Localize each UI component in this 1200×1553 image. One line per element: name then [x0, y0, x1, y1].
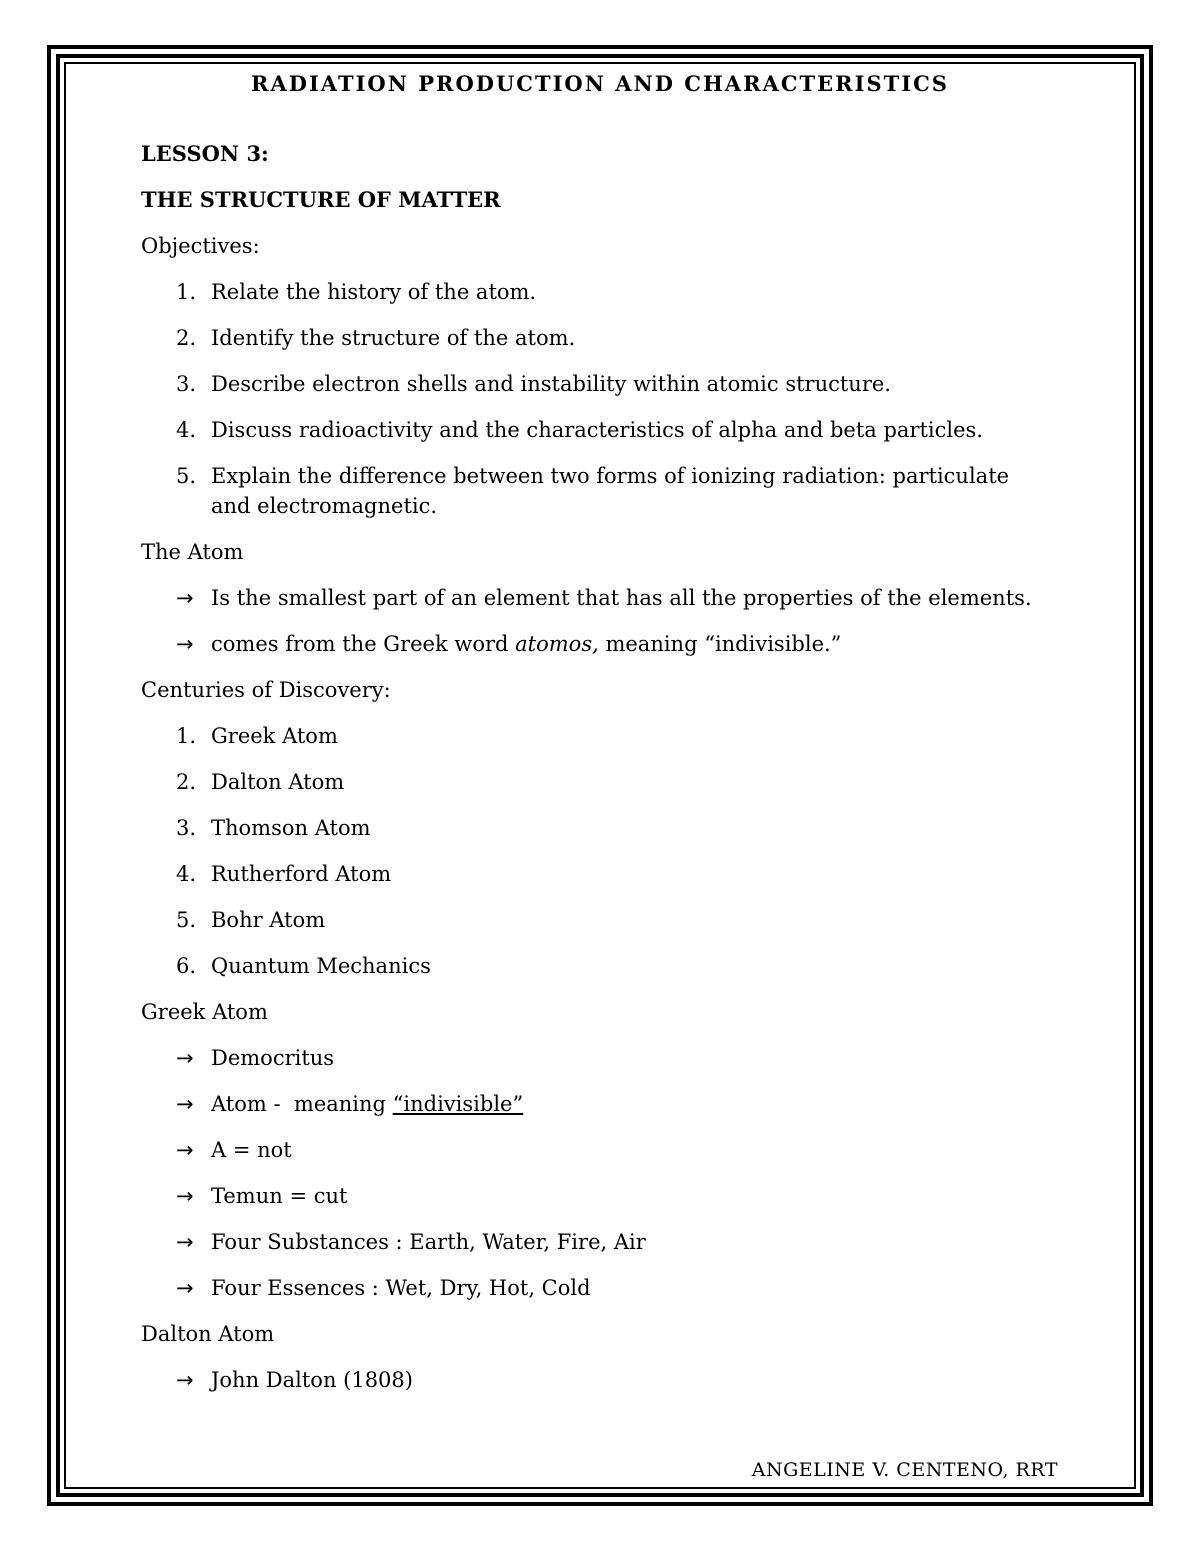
- dalton-point: [141, 1365, 1041, 1411]
- arrow-right-icon: →: [176, 1092, 194, 1116]
- dalton-atom-heading: Dalton Atom: [141, 1322, 275, 1346]
- objective-item: [141, 277, 1041, 323]
- discovery-item: [141, 813, 1041, 859]
- greek-point: [141, 1273, 1041, 1319]
- discovery-item: [141, 767, 1041, 813]
- arrow-right-icon: →: [176, 1138, 194, 1162]
- greek-point: [141, 1135, 1041, 1181]
- arrow-right-icon: →: [176, 586, 194, 610]
- objective-number: 4.: [176, 418, 197, 442]
- document-title: RADIATION PRODUCTION AND CHARACTERISTICS: [251, 71, 949, 96]
- discovery-item: [141, 905, 1041, 951]
- objective-item: [141, 369, 1041, 415]
- lesson-subtitle: THE STRUCTURE OF MATTER: [141, 187, 501, 212]
- atom-point-text: Is the smallest part of an element that has all the properties of the elements.: [211, 586, 1032, 610]
- greek-point-text: Temun = cut: [211, 1184, 348, 1208]
- greek-point: [141, 1043, 1041, 1089]
- discovery-text: Greek Atom: [211, 724, 338, 748]
- objective-item: [141, 323, 1041, 369]
- objective-number: 1.: [176, 280, 197, 304]
- discovery-number: 1.: [176, 724, 197, 748]
- arrow-right-icon: →: [176, 1046, 194, 1070]
- discovery-heading: Centuries of Discovery:: [141, 678, 391, 702]
- discovery-number: 2.: [176, 770, 197, 794]
- greek-point-text: Four Substances : Earth, Water, Fire, Air: [211, 1230, 646, 1254]
- greek-point-text: A = not: [211, 1138, 292, 1162]
- atom-heading: The Atom: [141, 540, 244, 564]
- author-footer: ANGELINE V. CENTENO, RRT: [751, 1459, 1058, 1481]
- atom-point-text: meaning “indivisible.”: [598, 632, 842, 656]
- objective-text: Relate the history of the atom.: [211, 280, 537, 304]
- atom-point: [141, 583, 1041, 629]
- discovery-number: 3.: [176, 816, 197, 840]
- dalton-point-text: John Dalton (1808): [211, 1368, 413, 1392]
- arrow-right-icon: →: [176, 1184, 194, 1208]
- atom-point-text: comes from the Greek word: [211, 632, 516, 656]
- greek-point-text: Democritus: [211, 1046, 335, 1070]
- objective-number: 5.: [176, 464, 197, 488]
- greek-point-text: Atom - meaning: [211, 1092, 393, 1116]
- arrow-right-icon: →: [176, 632, 194, 656]
- objective-text: Identify the structure of the atom.: [211, 326, 576, 350]
- objective-text: Describe electron shells and instability within atomic structure.: [211, 372, 891, 396]
- objective-item: [141, 415, 1041, 461]
- discovery-text: Dalton Atom: [211, 770, 345, 794]
- objectives-heading: Objectives:: [141, 234, 260, 258]
- discovery-text: Quantum Mechanics: [211, 954, 431, 978]
- greek-atom-heading: Greek Atom: [141, 1000, 268, 1024]
- discovery-number: 5.: [176, 908, 197, 932]
- objective-number: 3.: [176, 372, 197, 396]
- discovery-item: [141, 859, 1041, 905]
- atom-point: [141, 629, 1041, 675]
- discovery-text: Rutherford Atom: [211, 862, 392, 886]
- arrow-right-icon: →: [176, 1368, 194, 1392]
- atomos-term: atomos,: [515, 632, 599, 656]
- objective-text: Explain the difference between two forms of ionizing radiation: particulate and electromagnetic.: [211, 464, 1010, 518]
- arrow-right-icon: →: [176, 1276, 194, 1300]
- discovery-number: 4.: [176, 862, 197, 886]
- greek-point: [141, 1089, 1041, 1135]
- greek-point-text: Four Essences : Wet, Dry, Hot, Cold: [211, 1276, 591, 1300]
- discovery-number: 6.: [176, 954, 197, 978]
- discovery-item: [141, 721, 1041, 767]
- greek-point: [141, 1181, 1041, 1227]
- discovery-text: Bohr Atom: [211, 908, 326, 932]
- objective-number: 2.: [176, 326, 197, 350]
- indivisible-term: “indivisible”: [392, 1092, 524, 1116]
- arrow-right-icon: →: [176, 1230, 194, 1254]
- objective-item: [141, 461, 1041, 537]
- discovery-item: [141, 951, 1041, 997]
- greek-point: [141, 1227, 1041, 1273]
- objective-text: Discuss radioactivity and the characteristics of alpha and beta particles.: [211, 418, 983, 442]
- document-body: [141, 139, 1041, 1411]
- lesson-label: LESSON 3:: [141, 141, 269, 166]
- discovery-text: Thomson Atom: [211, 816, 371, 840]
